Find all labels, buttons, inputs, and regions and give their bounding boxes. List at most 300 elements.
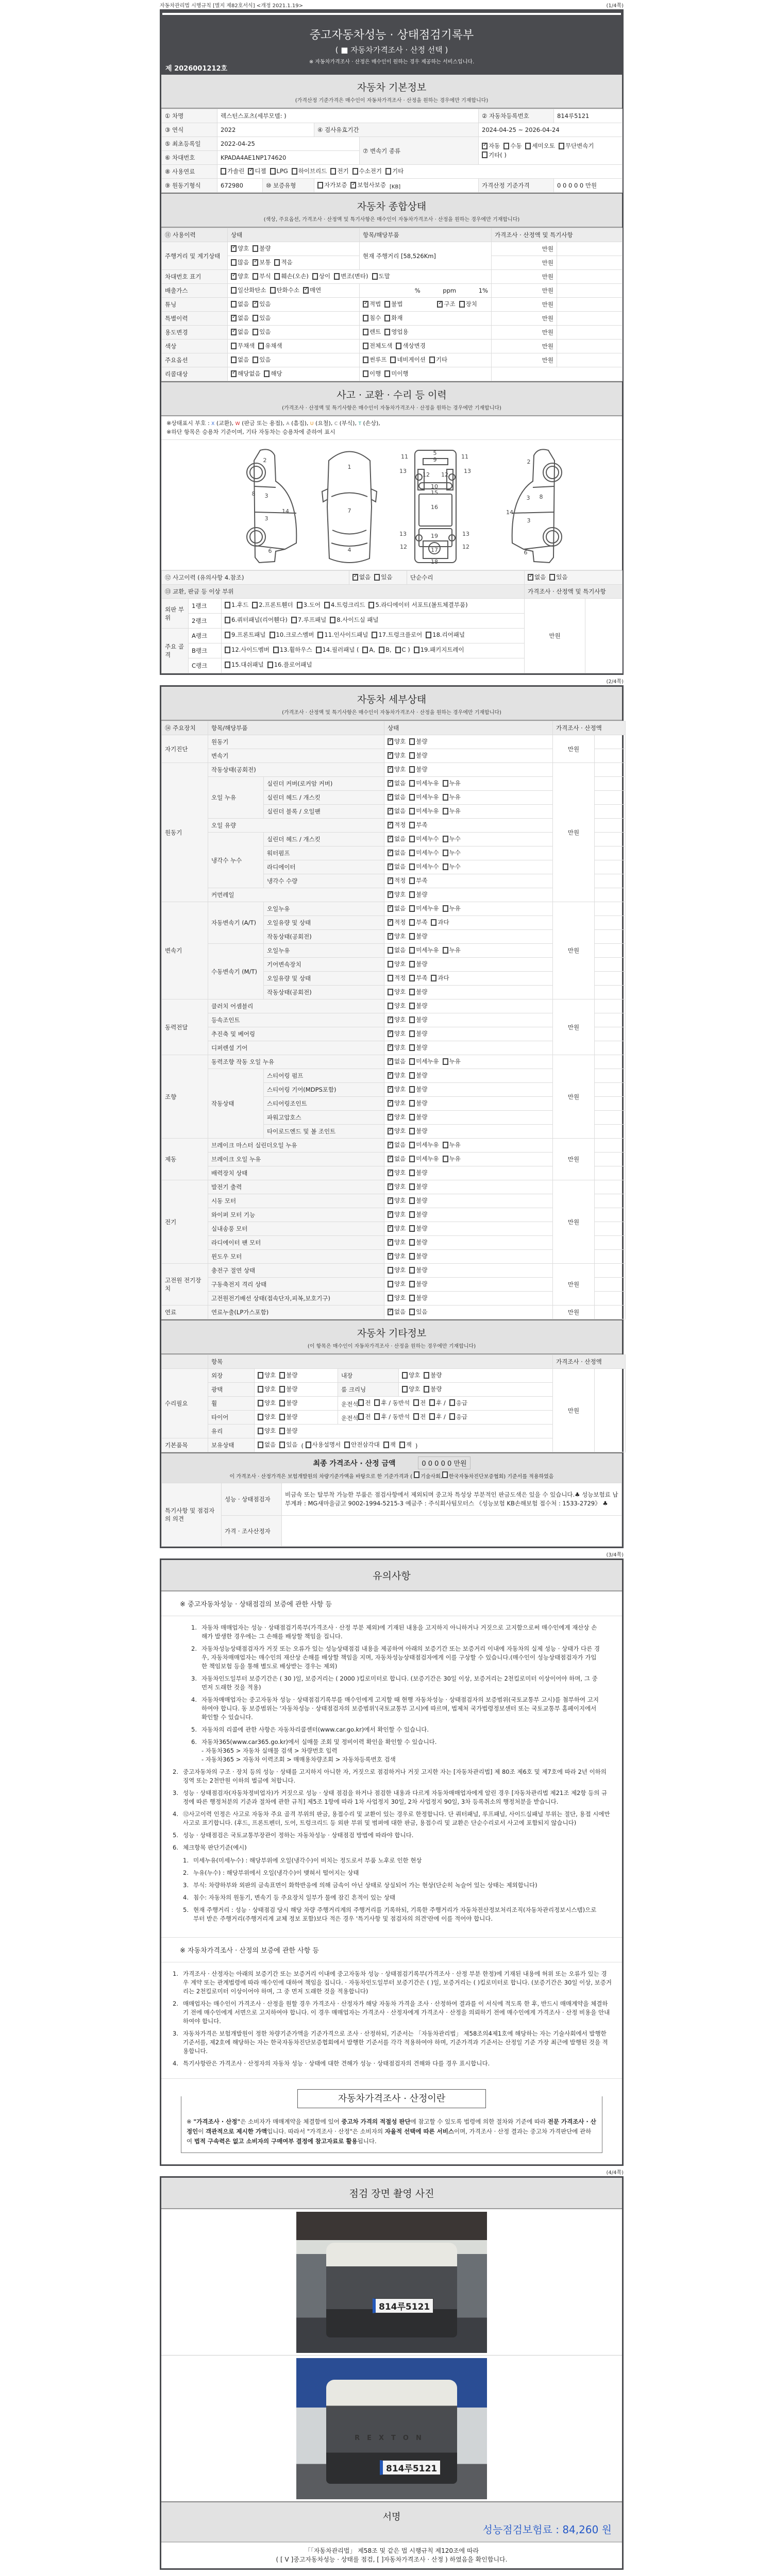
checkbox[interactable] [409,989,415,995]
checkbox-option[interactable] [253,258,271,266]
checkbox[interactable] [414,1471,419,1478]
checkbox-option[interactable] [363,369,381,378]
checkbox[interactable] [402,1386,408,1393]
checkbox-option[interactable] [429,1399,446,1407]
checkbox[interactable] [388,1267,393,1274]
checkbox[interactable] [409,961,415,968]
checkbox[interactable] [258,1372,263,1379]
checkbox-option[interactable] [409,1141,439,1149]
checkbox[interactable] [363,301,368,308]
checkbox-option[interactable] [264,369,282,378]
checkbox-option[interactable] [231,314,249,322]
checkbox-option[interactable] [374,573,392,581]
checkbox-option[interactable] [274,258,292,266]
checkbox[interactable] [306,1442,311,1448]
checkbox[interactable] [317,632,323,638]
checkbox-option[interactable] [409,988,427,996]
checkbox-option[interactable] [358,1399,371,1407]
checkbox-option[interactable] [409,821,427,829]
checkbox-option[interactable] [279,1399,297,1407]
checkbox[interactable] [429,357,435,363]
checkbox-option[interactable] [374,1413,410,1421]
checkbox[interactable] [437,301,443,308]
checkbox[interactable] [231,343,237,349]
checkbox-option[interactable] [409,1280,427,1288]
checkbox[interactable] [330,168,336,175]
checkbox-option[interactable] [231,369,260,378]
checkbox[interactable] [409,975,415,981]
checkbox[interactable] [324,602,330,608]
checkbox-option[interactable] [324,600,365,610]
checkbox[interactable] [409,1267,415,1274]
checkbox[interactable] [559,143,564,149]
checkbox-option[interactable] [409,765,427,773]
checkbox-option[interactable] [292,167,327,175]
checkbox[interactable] [231,301,237,308]
checkbox[interactable] [409,794,415,801]
checkbox-option[interactable] [388,1266,406,1274]
checkbox-option[interactable] [388,835,406,843]
checkbox-option[interactable] [231,286,266,294]
checkbox[interactable] [258,1428,263,1434]
checkbox[interactable] [385,168,391,175]
checkbox[interactable] [291,617,297,623]
checkbox-option[interactable] [388,988,406,996]
checkbox[interactable] [388,1295,393,1301]
checkbox[interactable] [253,273,258,280]
checkbox-option[interactable] [424,1371,442,1379]
checkbox[interactable] [409,822,415,828]
checkbox[interactable] [459,301,465,308]
checkbox[interactable] [424,1386,429,1393]
checkbox[interactable] [388,1281,393,1287]
checkbox-option[interactable] [409,890,427,899]
checkbox[interactable] [358,1413,364,1420]
checkbox-option[interactable] [409,807,439,815]
checkbox-option[interactable] [409,974,427,982]
checkbox[interactable] [352,168,358,175]
checkbox[interactable] [443,850,448,856]
checkbox[interactable] [225,617,230,623]
checkbox-option[interactable] [258,1399,276,1407]
checkbox[interactable] [409,1100,415,1107]
checkbox-option[interactable] [225,615,288,625]
checkbox[interactable] [443,794,448,801]
checkbox-option[interactable] [409,1113,427,1121]
checkbox[interactable] [409,738,415,745]
checkbox[interactable] [388,1044,393,1051]
checkbox-option[interactable] [409,1043,427,1052]
checkbox-option[interactable] [409,751,427,759]
checkbox-option[interactable] [372,630,422,640]
checkbox[interactable] [258,1400,263,1406]
checkbox-option[interactable] [273,645,312,655]
checkbox[interactable] [409,1058,415,1065]
checkbox-option[interactable] [449,1399,467,1407]
checkbox[interactable] [388,877,393,884]
checkbox-option[interactable] [388,1196,406,1205]
checkbox-option[interactable] [409,1224,427,1232]
checkbox[interactable] [258,1442,263,1448]
checkbox-option[interactable] [306,1440,341,1449]
checkbox[interactable] [388,1016,393,1023]
checkbox-option[interactable] [231,355,249,364]
checkbox[interactable] [429,1399,435,1406]
checkbox[interactable] [409,1309,415,1315]
checkbox-option[interactable] [388,765,406,773]
checkbox[interactable] [409,1072,415,1079]
checkbox[interactable] [253,315,258,321]
checkbox-option[interactable] [258,1413,276,1421]
checkbox[interactable] [388,1156,393,1162]
checkbox-option[interactable] [291,615,326,625]
checkbox[interactable] [409,780,415,787]
checkbox-option[interactable] [409,779,439,787]
checkbox-option[interactable] [330,615,378,625]
checkbox-option[interactable] [372,272,390,280]
checkbox-option[interactable] [231,258,249,266]
checkbox[interactable] [443,905,448,912]
checkbox[interactable] [409,1211,415,1218]
checkbox-option[interactable] [317,181,347,189]
checkbox-option[interactable] [409,960,427,968]
checkbox[interactable] [317,182,323,189]
checkbox[interactable] [409,1281,415,1287]
checkbox[interactable] [409,947,415,954]
checkbox-option[interactable] [267,660,312,670]
checkbox-option[interactable] [358,1413,371,1421]
checkbox-option[interactable] [388,1002,406,1010]
checkbox-option[interactable] [402,1385,420,1393]
checkbox-option[interactable] [388,1224,406,1232]
checkbox[interactable] [358,1399,364,1406]
checkbox[interactable] [443,808,448,815]
checkbox[interactable] [267,662,273,668]
checkbox[interactable] [258,1386,263,1393]
checkbox-option[interactable] [409,1155,439,1163]
checkbox[interactable] [424,1372,429,1379]
checkbox-option[interactable] [253,314,271,322]
checkbox[interactable] [374,1399,380,1406]
checkbox[interactable] [396,343,401,349]
checkbox-option[interactable] [297,600,321,610]
checkbox[interactable] [409,836,415,842]
checkbox-option[interactable] [225,600,248,610]
checkbox-option[interactable] [388,1113,406,1121]
checkbox[interactable] [374,1413,380,1420]
checkbox[interactable] [409,933,415,940]
checkbox-option[interactable] [388,1238,406,1246]
checkbox[interactable] [549,574,555,581]
checkbox[interactable] [258,343,264,349]
checkbox[interactable] [225,647,230,653]
checkbox-option[interactable] [409,1085,427,1093]
checkbox[interactable] [388,1058,393,1065]
checkbox-option[interactable] [258,1385,276,1393]
checkbox-option[interactable] [388,1210,406,1218]
checkbox[interactable] [274,273,280,280]
checkbox[interactable] [388,780,393,787]
checkbox[interactable] [312,273,318,280]
checkbox-option[interactable] [388,1280,406,1288]
checkbox-option[interactable] [248,167,266,175]
checkbox[interactable] [388,1114,393,1121]
checkbox-option[interactable] [388,1085,406,1093]
checkbox[interactable] [363,357,368,363]
checkbox-option[interactable] [409,1127,427,1135]
checkbox[interactable] [528,574,533,581]
checkbox-option[interactable] [388,1182,406,1191]
checkbox-option[interactable] [388,779,406,787]
checkbox[interactable] [363,329,368,335]
checkbox-option[interactable] [409,1196,427,1205]
checkbox[interactable] [231,329,237,335]
checkbox-option[interactable] [270,167,288,175]
checkbox[interactable] [388,1086,393,1093]
checkbox[interactable] [443,1142,448,1148]
checkbox-option[interactable] [409,862,439,871]
checkbox[interactable] [388,1142,393,1148]
checkbox[interactable] [231,273,237,280]
checkbox-option[interactable] [384,328,408,336]
checkbox[interactable] [362,647,368,653]
checkbox[interactable] [409,863,415,870]
checkbox[interactable] [279,1414,285,1420]
checkbox[interactable] [388,1211,393,1218]
checkbox[interactable] [395,647,401,653]
checkbox-option[interactable] [258,1427,276,1435]
checkbox-option[interactable] [409,1266,427,1274]
checkbox-option[interactable] [388,1057,406,1065]
checkbox-option[interactable] [409,793,439,801]
checkbox[interactable] [409,752,415,759]
checkbox[interactable] [409,877,415,884]
checkbox[interactable] [388,947,393,954]
checkbox-option[interactable] [388,1155,406,1163]
checkbox[interactable] [279,1442,285,1448]
checkbox-option[interactable] [388,807,406,815]
checkbox-option[interactable] [350,181,386,189]
checkbox[interactable] [363,370,368,377]
checkbox[interactable] [388,891,393,898]
checkbox[interactable] [231,245,237,252]
checkbox-option[interactable] [316,645,359,655]
checkbox-option[interactable] [279,1385,297,1393]
checkbox[interactable] [231,315,237,321]
checkbox[interactable] [388,1072,393,1079]
checkbox-option[interactable] [528,573,546,581]
checkbox[interactable] [384,370,390,377]
checkbox-option[interactable] [429,355,447,364]
checkbox-option[interactable] [426,630,465,640]
checkbox[interactable] [248,168,254,175]
checkbox-option[interactable] [388,960,406,968]
checkbox[interactable] [388,822,393,828]
checkbox[interactable] [388,961,393,968]
checkbox[interactable] [368,602,374,608]
checkbox-option[interactable] [443,1155,461,1163]
checkbox-option[interactable] [388,1308,406,1316]
checkbox-option[interactable] [363,328,381,336]
checkbox[interactable] [388,850,393,856]
checkbox[interactable] [388,1128,393,1134]
checkbox[interactable] [390,357,396,363]
checkbox-option[interactable] [443,862,461,871]
checkbox-option[interactable] [482,151,507,159]
checkbox[interactable] [363,343,368,349]
checkbox-option[interactable] [409,1168,427,1177]
checkbox[interactable] [413,1413,419,1420]
checkbox-option[interactable] [482,142,500,150]
checkbox[interactable] [388,1197,393,1204]
checkbox[interactable] [443,1156,448,1162]
checkbox[interactable] [388,1003,393,1009]
checkbox[interactable] [225,602,230,608]
checkbox[interactable] [388,989,393,995]
checkbox-option[interactable] [312,272,330,280]
checkbox-option[interactable] [388,1015,406,1024]
checkbox[interactable] [334,273,340,280]
checkbox-option[interactable] [388,918,406,926]
checkbox[interactable] [503,143,509,149]
checkbox-option[interactable] [352,573,371,581]
checkbox-option[interactable] [559,142,594,150]
checkbox[interactable] [388,808,393,815]
checkbox-option[interactable] [274,272,308,280]
checkbox[interactable] [409,1197,415,1204]
checkbox[interactable] [225,662,230,668]
checkbox[interactable] [443,863,448,870]
checkbox[interactable] [253,357,258,363]
checkbox[interactable] [399,1442,405,1448]
checkbox-option[interactable] [279,1440,297,1449]
checkbox[interactable] [383,1442,389,1448]
checkbox[interactable] [426,632,431,638]
checkbox-option[interactable] [258,1440,276,1449]
checkbox[interactable] [388,766,393,773]
checkbox[interactable] [409,1295,415,1301]
checkbox-option[interactable] [279,1371,297,1379]
checkbox[interactable] [402,1372,408,1379]
checkbox[interactable] [264,370,270,377]
checkbox[interactable] [388,836,393,842]
checkbox-option[interactable] [330,167,348,175]
checkbox-option[interactable] [388,946,406,954]
checkbox-option[interactable] [409,1029,427,1038]
checkbox[interactable] [279,1400,285,1406]
checkbox-option[interactable] [388,890,406,899]
checkbox[interactable] [258,1414,263,1420]
checkbox-option[interactable] [443,1057,461,1065]
checkbox-option[interactable] [388,1043,406,1052]
checkbox-option[interactable] [409,918,427,926]
checkbox[interactable] [388,1170,393,1176]
checkbox-option[interactable] [409,932,427,940]
checkbox-option[interactable] [317,630,368,640]
checkbox-option[interactable] [334,272,368,280]
checkbox-option[interactable] [409,1099,427,1107]
checkbox[interactable] [253,301,258,308]
checkbox[interactable] [350,182,356,189]
checkbox[interactable] [225,632,230,638]
checkbox[interactable] [279,1386,285,1393]
checkbox[interactable] [442,1471,448,1478]
checkbox-option[interactable] [388,1071,406,1079]
checkbox-option[interactable] [388,876,406,885]
checkbox[interactable] [388,975,393,981]
checkbox[interactable] [231,370,237,377]
checkbox[interactable] [253,245,258,252]
checkbox[interactable] [253,259,258,266]
checkbox[interactable] [372,632,377,638]
checkbox-option[interactable] [384,314,402,322]
checkbox-option[interactable] [388,793,406,801]
checkbox[interactable] [292,168,297,175]
checkbox-option[interactable] [443,779,461,787]
checkbox[interactable] [409,905,415,912]
checkbox[interactable] [388,919,393,926]
checkbox-option[interactable] [388,849,406,857]
checkbox[interactable] [316,647,322,653]
checkbox[interactable] [443,947,448,954]
checkbox-option[interactable] [225,630,266,640]
checkbox-option[interactable] [253,244,271,252]
checkbox-option[interactable] [385,167,404,175]
checkbox-option[interactable] [231,272,249,280]
checkbox-option[interactable] [409,1210,427,1218]
checkbox-option[interactable] [409,1252,427,1260]
checkbox-option[interactable] [409,1071,427,1079]
checkbox-option[interactable] [402,1371,420,1379]
checkbox-option[interactable] [443,904,461,912]
checkbox[interactable] [384,315,390,321]
checkbox[interactable] [384,301,390,308]
checkbox[interactable] [273,647,279,653]
checkbox-option[interactable] [549,573,567,581]
checkbox-option[interactable] [362,645,375,655]
checkbox-option[interactable] [437,300,455,308]
checkbox-option[interactable] [409,849,439,857]
checkbox[interactable] [231,259,237,266]
checkbox[interactable] [409,1183,415,1190]
checkbox[interactable] [384,329,390,335]
checkbox[interactable] [449,1413,455,1420]
checkbox-option[interactable] [388,751,406,759]
checkbox-option[interactable] [399,1440,412,1449]
checkbox-option[interactable] [352,167,382,175]
checkbox-option[interactable] [252,600,293,610]
checkbox[interactable] [388,1239,393,1246]
checkbox-option[interactable] [409,946,439,954]
checkbox-option[interactable] [231,300,249,308]
checkbox-option[interactable] [388,1168,406,1177]
checkbox[interactable] [388,1309,393,1315]
checkbox[interactable] [388,1253,393,1260]
checkbox-option[interactable] [409,1182,427,1191]
checkbox-option[interactable] [388,932,406,940]
checkbox-option[interactable] [231,342,255,350]
checkbox[interactable] [274,259,280,266]
checkbox[interactable] [409,1086,415,1093]
checkbox-option[interactable] [388,821,406,829]
checkbox-option[interactable] [279,1413,297,1421]
checkbox-option[interactable] [344,1440,380,1449]
checkbox[interactable] [431,975,436,981]
checkbox[interactable] [330,617,335,623]
checkbox-option[interactable] [443,793,461,801]
checkbox-option[interactable] [388,737,406,745]
checkbox-option[interactable] [409,835,439,843]
